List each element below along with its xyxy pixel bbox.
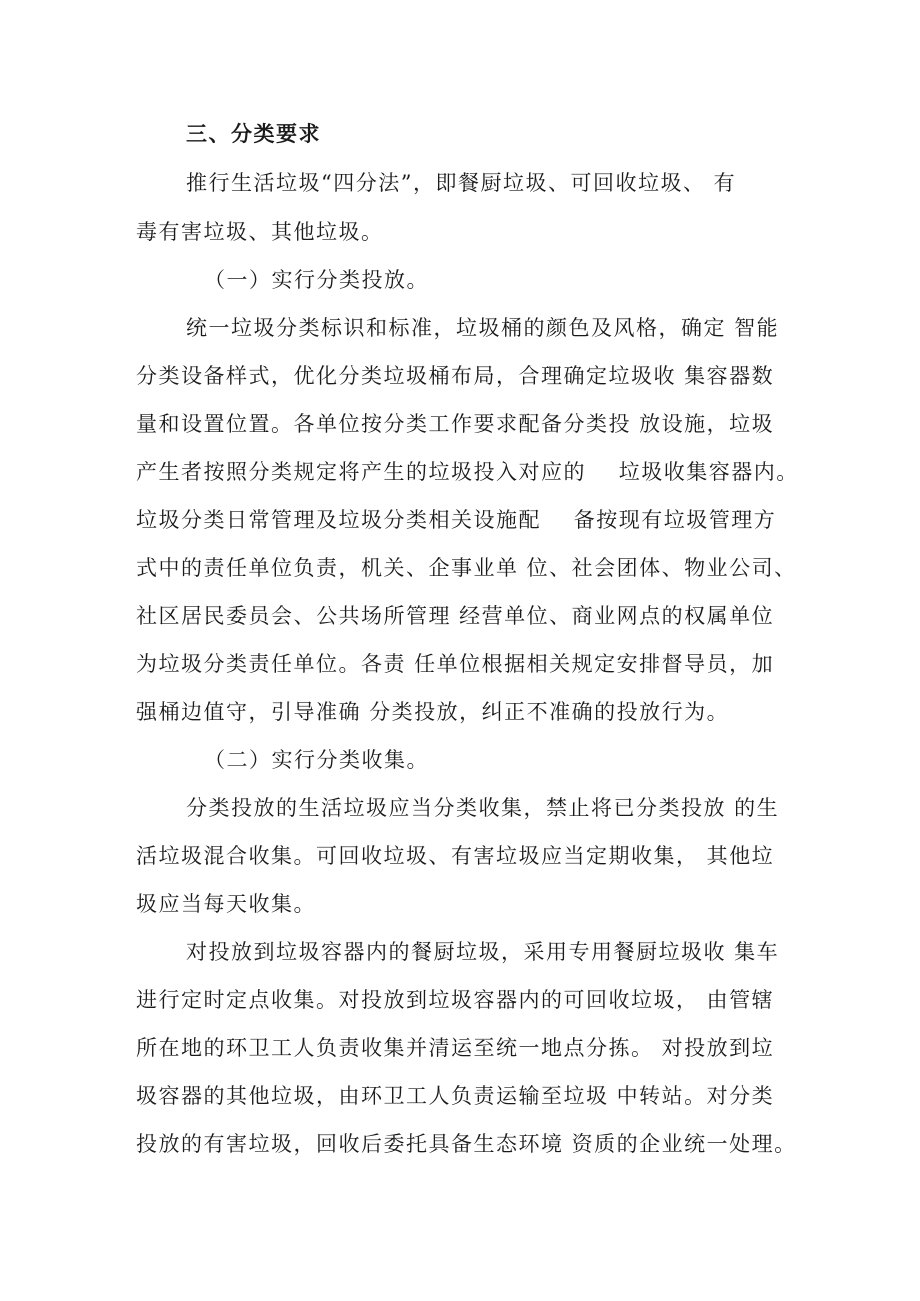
paragraph-line: 活垃圾混合收集。可回收垃圾、有害垃圾应当定期收集， 其他垃 (136, 844, 775, 868)
paragraph-line: 毒有害垃圾、其他垃圾。 (136, 220, 384, 244)
paragraph-line: 所在地的环卫工人负责收集并清运至统一地点分拣。 对投放到垃 (136, 1036, 775, 1060)
paragraph-line: 进行定时定点收集。对投放到垃圾容器内的可回收垃圾， 由管辖 (136, 988, 775, 1012)
subsection-title: （二）实行分类收集。 (204, 748, 429, 772)
paragraph-line: 式中的责任单位负责，机关、企事业单 位、社会团体、物业公司、 (136, 556, 797, 580)
paragraph-line: 垃圾分类日常管理及垃圾分类相关设施配 备按现有垃圾管理方 (136, 508, 777, 532)
paragraph-line: 量和设置位置。各单位按分类工作要求配备分类投 放设施，垃圾 (136, 412, 775, 436)
paragraph-line: 统一垃圾分类标识和标准，垃圾桶的颜色及风格，确定 智能 (186, 316, 780, 340)
paragraph-line: 分类投放的生活垃圾应当分类收集，禁止将已分类投放 的生 (186, 796, 780, 820)
paragraph-line: 强桶边值守，引导准确 分类投放，纠正不准确的投放行为。 (136, 700, 730, 724)
paragraph-line: 对投放到垃圾容器内的餐厨垃圾，采用专用餐厨垃圾收 集车 (186, 940, 780, 964)
paragraph-line: 圾应当每天收集。 (136, 892, 316, 916)
paragraph-line: 为垃圾分类责任单位。各责 任单位根据相关规定安排督导员，加 (136, 652, 775, 676)
paragraph-line: 推行生活垃圾“四分法”，即餐厨垃圾、可回收垃圾、 有 (186, 171, 737, 195)
paragraph-line: 圾容器的其他垃圾，由环卫工人负责运输至垃圾 中转站。对分类 (136, 1084, 775, 1108)
paragraph-line: 分类设备样式，优化分类垃圾桶布局，合理确定垃圾收 集容器数 (136, 364, 775, 388)
section-heading: 三、分类要求 (186, 122, 321, 146)
paragraph-line: 投放的有害垃圾，回收后委托具备生态环境 资质的企业统一处理。 (136, 1132, 797, 1156)
subsection-title: （一）实行分类投放。 (204, 268, 429, 292)
paragraph-line: 产生者按照分类规定将产生的垃圾投入对应的 垃圾收集容器内。 (136, 460, 799, 484)
paragraph-line: 社区居民委员会、公共场所管理 经营单位、商业网点的权属单位 (136, 604, 775, 628)
